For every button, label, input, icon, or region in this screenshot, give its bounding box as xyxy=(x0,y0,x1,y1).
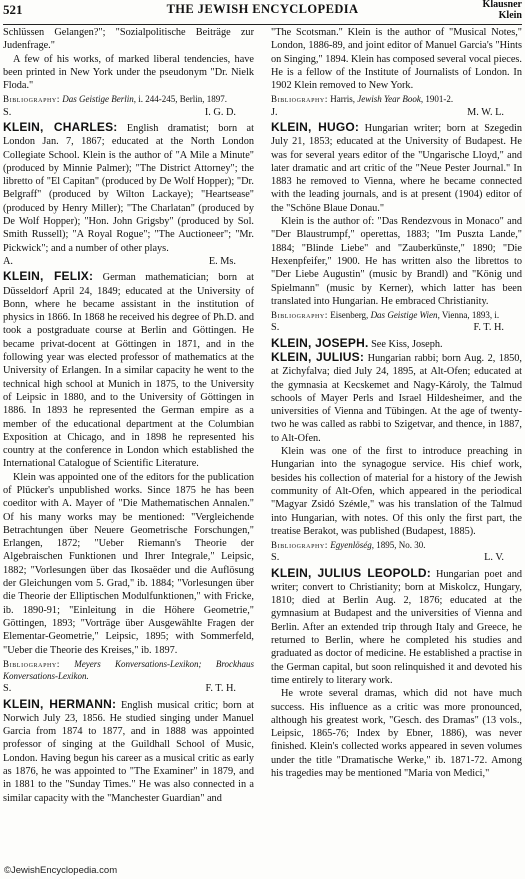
entry-klein-joseph xyxy=(271,337,522,351)
entry-body-paragraph: He wrote several dramas, which did not have much success. His influence as a critic was more pronounced, although his greatest work, "Gesch. des Dramas" (13 vols., Leipsic, 1865-76; Index by Ebner, 1886), was never finished. Klein's collected works appeared in seven volumes under the title "Dramatische Werke," ib. 1871-72. Among his tragedies may be mentioned "Maria von Medici," xyxy=(271,688,522,780)
signature-class: S. xyxy=(3,683,12,695)
entry-body: Hungarian poet and writer; convert to Christianity; born at Miskolcz, Hungary, 1810; died at Berlin Aug. 2, 1876; educated at the gymnasium at Budapest and the universities of Vienna and Berlin. After an extended trip through Italy and Greece, he returned to Berlin, where he completed his studies and graduated as doctor of medicine. He established a practise in the German capital, but soon relinquished it and devoted his time entirely to literary work. xyxy=(271,568,522,686)
signature-author: M. W. L. xyxy=(467,106,504,118)
page-number: 521 xyxy=(3,2,23,17)
bibliography-ref: Meyers Konversations-Lexikon; Brockhaus Konversations-Lexikon. xyxy=(3,658,254,682)
entry-heading: KLEIN, CHARLES: xyxy=(3,119,118,134)
bibliography-rest: , Vienna, 1893, i. xyxy=(437,310,500,321)
left-column xyxy=(3,26,254,805)
signature-class: A. xyxy=(3,255,14,267)
bibliography-author: Eisenberg, xyxy=(330,310,371,321)
entry-klein-julius xyxy=(271,351,522,445)
bibliography xyxy=(3,658,254,682)
signature-author: F. T. H. xyxy=(205,683,236,695)
bibliography-ref: Jewish Year Book xyxy=(357,94,421,105)
bibliography-rest: , i. 244-245, Berlin, 1897. xyxy=(133,94,227,105)
bibliography xyxy=(271,539,522,551)
entry-body: English dramatist; born at London Jan. 7, 1867; educated at the North London Collegiate School. Klein is the author of "A Mile a Minute" (produced by Minnie Palmer); "The District Attorney"; the libretto of "El Capitan" (produced by De Wolf Hopper); "Dr. Belgraff" (produced by Wilton Lackaye); "Heartsease" (produced by Henry Miller); "The Charlatan" (produced by De Wolf Hopper); "Hon. John Grigsby" (produced by Sol. Smith Russell); "A Royal Rogue"; "The Auctioneer"; "Mr. Pickwick"; and a number of other plays. xyxy=(3,122,254,254)
signature-author: I. G. D. xyxy=(204,106,236,118)
continued-text: Schlüssen Gelangen?"; "Sozialpolitische Beiträge zur Judenfrage." xyxy=(3,27,254,52)
entry-body: Hungarian rabbi; born Aug. 2, 1850, at Zichyfalva; died July 24, 1895, at Alt-Ofen; educated at the gymnasia at Kecskemet and Nagy-Károly, the Talmud schools of Mayer Perls and Israel Hildesheimer, and the universities of Vienna and Tübingen. At the age of twenty-two he was called as rabbi to Szigetvar, and thence, in 1887, to Alt-Ofen. xyxy=(271,352,523,444)
bibliography xyxy=(3,93,254,105)
page-header xyxy=(3,2,522,25)
entry-klein-charles xyxy=(3,121,254,255)
entry-klein-felix xyxy=(3,270,254,470)
entry-heading: KLEIN, JOSEPH. xyxy=(271,335,369,350)
signature-class: S. xyxy=(3,106,12,118)
bibliography-ref: Das Geistige Berlin xyxy=(62,94,134,105)
signature-line xyxy=(271,551,522,564)
entry-body-paragraph: Klein was appointed one of the editors for the publication of Plücker's unpublished works. Since 1875 he has been coeditor with A. Mayer of "Die Mathematischen Annalen." Of his many works may be mentioned: "Vergleichende Betrachtungen über Neuere Geometrische Forschungen," Erlangen, 1872; "Ueber Riemann's Theorie der Algebraischen Funktionen und Ihrer Integrale," Leipsic, 1882; "Vorlesungen über das Ikosaëder und die Auflösung der Gleichungen vom 5. Grad," ib. 1884; "Vorlesungen über die Theorie der Elliptischen Modulfunktionen," with Fricke, ib. 1890-91; "Einleitung in die Höhere Geometrie," Göttingen, 1893; "Vorträge über Ausgewählte Fragen der Elementar-Geometrie," Leipsic, 1895; with Sommerfeld, "Ueber die Theorie des Kreises," ib. 1897. xyxy=(3,471,254,656)
running-head-last: Klein xyxy=(498,9,522,21)
entry-body: English musical critic; born at Norwich July 23, 1856. He studied singing under Manuel Garcia from 1874 to 1877, and in 1888 was appointed professor of singing at the Guildhall School of Music, London. Having begun his career as a musical critic as early as 1876, he was appointed to "The Examiner" in 1879, and in 1881 to the "Sunday Times." He was also connected in a similar capacity with the "Manchester Guardian" and xyxy=(3,699,254,804)
entry-body: See Kiss, Joseph. xyxy=(371,338,443,350)
bibliography-ref: Das Geistige Wien xyxy=(370,310,438,321)
entry-heading: KLEIN, FELIX: xyxy=(3,269,94,284)
copyright-credit: ©JewishEncyclopedia.com xyxy=(4,865,118,876)
continued-text-2: A few of his works, of marked liberal tendencies, have been printed in New York under the pseudonym "Dr. Nielk Floda." xyxy=(3,53,254,92)
bibliography-label: Bibliography: xyxy=(271,94,328,105)
bibliography-ref: Egyenlöség xyxy=(330,540,372,551)
bibliography-label: Bibliography: xyxy=(3,658,60,669)
signature-class: S. xyxy=(271,322,280,334)
signature-line xyxy=(3,106,254,119)
bibliography-rest: , 1901-2. xyxy=(420,94,454,105)
signature-class: S. xyxy=(271,552,280,564)
entry-klein-julius-leopold xyxy=(271,567,522,688)
bibliography-rest: , 1895, No. 30. xyxy=(371,540,426,551)
signature-line xyxy=(3,255,254,268)
entry-klein-hermann xyxy=(3,698,254,805)
entry-heading: KLEIN, HUGO: xyxy=(271,119,360,134)
signature-author: F. T. H. xyxy=(473,322,504,334)
entry-klein-hugo xyxy=(271,121,522,215)
bibliography xyxy=(271,309,522,321)
entry-body: German mathematician; born at Düsseldorf April 24, 1849; educated at the University of Bonn, where he became assistant in the institution of physics in 1866. In 1868 he received his degree of Ph.D. and took a postgraduate course at Berlin and Göttingen. He became privat-docent at Göttingen in 1871, and in the following year was elected professor of mathematics at the University of Erlangen. In a similar capacity he went to the technical high school at Munich in 1875, to the University of Leipsic in 1880, and to the University of Göttingen in 1886. In 1893 he represented the German empire as a member of the educational department at the Columbian Exposition at Chicago, and in 1898 he represented his country at the conference in London which established the International Catalogue of Scientific Literature. xyxy=(3,272,254,470)
signature-class: J. xyxy=(271,106,278,118)
signature-author: L. V. xyxy=(484,552,504,564)
signature-line xyxy=(271,321,522,334)
right-column xyxy=(271,26,522,780)
entry-heading: KLEIN, JULIUS LEOPOLD: xyxy=(271,565,431,580)
bibliography-label: Bibliography: xyxy=(271,540,328,551)
bibliography-label: Bibliography: xyxy=(271,310,328,321)
signature-line xyxy=(3,682,254,695)
entry-heading: KLEIN, JULIUS: xyxy=(271,349,365,364)
signature-author: E. Ms. xyxy=(208,255,236,267)
running-head xyxy=(483,0,522,21)
bibliography xyxy=(271,93,522,105)
signature-line xyxy=(271,106,522,119)
entry-body-paragraph: Klein is the author of: "Das Rendezvous in Monaco" and "Der Blaustrumpf," operettas, 1883; "Im Puszta Lande," 1884; "Blinde Liebe" and "Zauberkünste," 1890; "Die Hexenpfeifer," 1900. He has written also the librettos to "Der Liebe Augustin" (music by Brandl) and "König und Spielmann" (music by Kerner), which latter has been translated into Hungarian. He embraced Christianity. xyxy=(271,216,522,307)
entry-body-paragraph: Klein was one of the first to introduce preaching in Hungarian into the synagogue service. His chief work, besides his collection of material for a history of the Jewish community of Alt-Ofen, which appeared in the periodical "Magyar Zsidó Széмle," was his translation of the Talmud into Hungarian, with notes. Of this only the first part, the treatise Berakot, was published (Budapest, 1885). xyxy=(271,446,522,537)
continued-text: "The Scotsman." Klein is the author of "Musical Notes," London, 1886-89, and joint editor of Manuel Garcia's "Hints on Singing," 1894. Klein has composed several vocal pieces. He is a fellow of the Institute of Journalists of London. In 1902 Klein removed to New York. xyxy=(271,27,522,92)
entry-body: Hungarian writer; born at Szegedin July 21, 1853; educated at the University of Budapest. He was for several years editor of the "Ungarische Lloyd," and later dramatic and art critic of the "Neue Pester Journal." In 1883 he removed to Vienna, where he became connected with the leading journals, and is at present (1904) editor of the "Schöne Blaue Donau." xyxy=(271,122,522,214)
running-head-first: Klausner xyxy=(482,0,522,10)
publication-title: THE JEWISH ENCYCLOPEDIA xyxy=(166,2,359,16)
bibliography-label: Bibliography: xyxy=(3,94,60,105)
entry-heading: KLEIN, HERMANN: xyxy=(3,696,117,711)
bibliography-author: Harris, xyxy=(330,94,358,105)
